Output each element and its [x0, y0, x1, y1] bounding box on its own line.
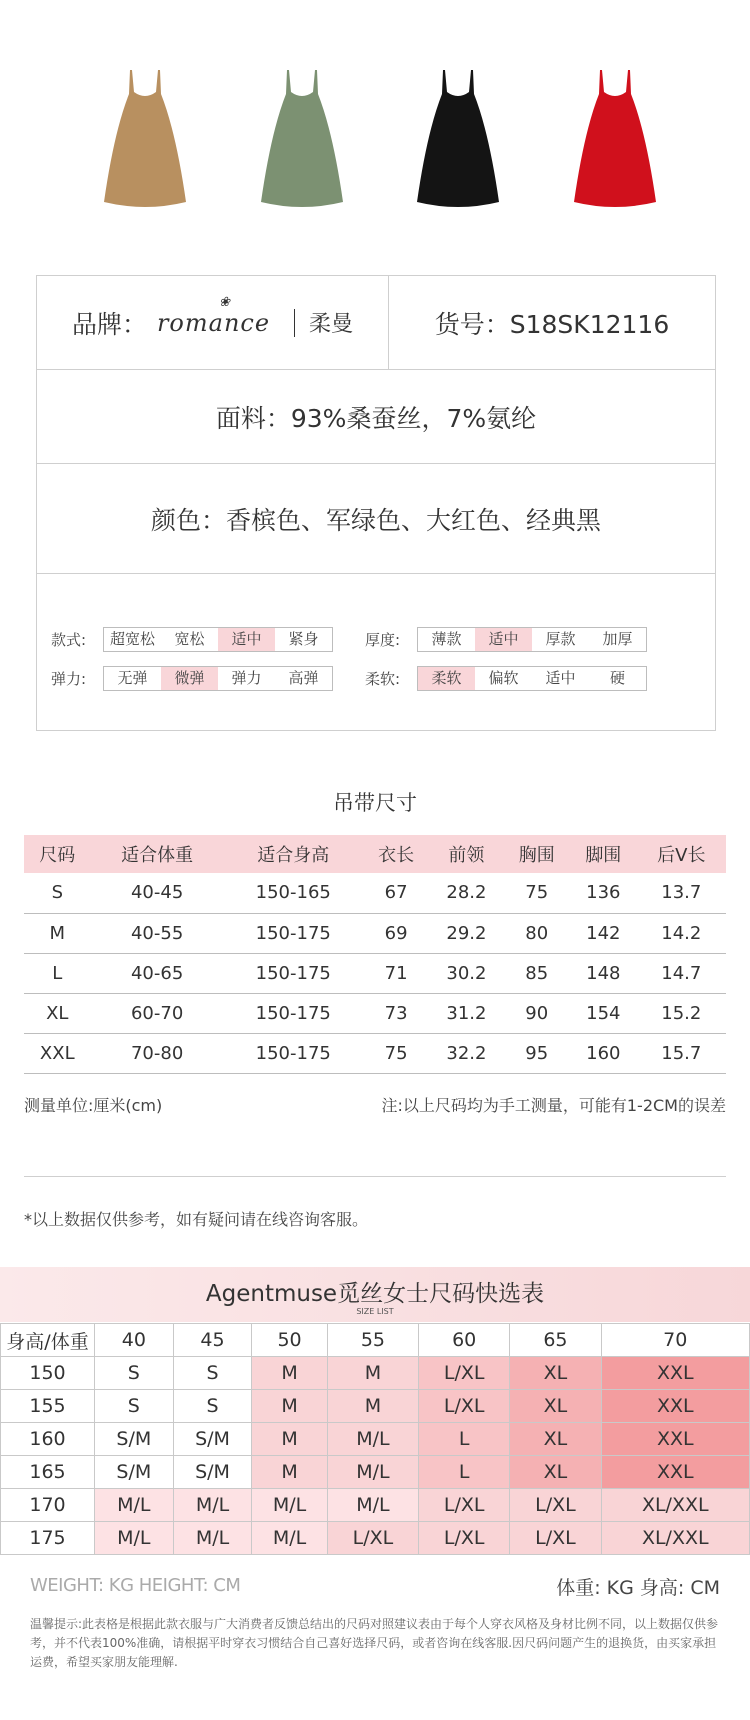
size-suggestion-cell: L/XL	[510, 1522, 601, 1555]
size-chart-cell: 160	[570, 1033, 637, 1073]
quick-select-row	[1, 1489, 750, 1522]
height-header: 175	[1, 1522, 95, 1555]
size-suggestion-cell: XL	[510, 1423, 601, 1456]
size-chart-cell: 28.2	[429, 873, 503, 913]
size-suggestion-cell: M/L	[252, 1522, 327, 1555]
size-suggestion-cell: L	[419, 1456, 510, 1489]
attr-line-2	[51, 659, 715, 698]
size-chart-table	[24, 835, 726, 1074]
dress-swatch-army-green[interactable]	[247, 62, 357, 212]
size-suggestion-cell: L/XL	[419, 1522, 510, 1555]
size-suggestion-cell: L	[419, 1423, 510, 1456]
size-chart-cell: 32.2	[429, 1033, 503, 1073]
brand-logo	[156, 294, 271, 337]
dress-shape	[261, 70, 343, 207]
sku-cell: 货号：S18SK12116	[434, 309, 670, 339]
size-suggestion-cell: S/M	[173, 1423, 252, 1456]
quick-select-row	[1, 1357, 750, 1390]
size-suggestion-cell: L/XL	[419, 1489, 510, 1522]
attr-label: 柔软:	[365, 670, 401, 688]
size-suggestion-cell: XL/XXL	[601, 1489, 749, 1522]
size-chart-header-cell: 胸围	[503, 835, 570, 873]
size-chart-cell: 14.2	[637, 913, 726, 953]
dress-swatch-champagne[interactable]	[90, 62, 200, 212]
size-chart-cell: 13.7	[637, 873, 726, 913]
quick-select-table	[0, 1323, 750, 1555]
brand-cell	[37, 276, 389, 369]
attr-softness	[365, 666, 647, 691]
size-suggestion-cell: XL	[510, 1390, 601, 1423]
size-suggestion-cell: S	[173, 1390, 252, 1423]
size-chart-cell: XXL	[24, 1033, 91, 1073]
unit-note: 测量单位:厘米(cm)	[24, 1096, 163, 1115]
size-chart-cell: 150-165	[224, 873, 363, 913]
attr-options	[103, 627, 333, 652]
size-chart-cell: 69	[363, 913, 430, 953]
quick-select-title: Agentmuse觅丝女士尺码快选表	[205, 1281, 545, 1307]
attr-style	[51, 627, 333, 652]
attr-option: 超宽松	[109, 630, 155, 648]
divider	[24, 1176, 726, 1177]
attr-option: 无弹	[117, 669, 148, 687]
attr-option: 偏软	[488, 669, 519, 687]
size-chart-cell: 40-65	[91, 953, 224, 993]
size-suggestion-cell: L/XL	[419, 1390, 510, 1423]
product-swatches	[90, 62, 670, 212]
attr-option-selected: 微弹	[161, 667, 218, 690]
rose-icon: ❀	[218, 294, 231, 310]
size-chart-cell: 70-80	[91, 1033, 224, 1073]
attr-options	[417, 627, 647, 652]
size-suggestion-cell: M/L	[252, 1489, 327, 1522]
size-chart-cell: 67	[363, 873, 430, 913]
attr-elasticity	[51, 666, 333, 691]
height-header: 150	[1, 1357, 95, 1390]
size-suggestion-cell: L/XL	[419, 1357, 510, 1390]
size-chart-header-cell: 后V长	[637, 835, 726, 873]
size-suggestion-cell: M	[327, 1357, 418, 1390]
quick-select-header-row	[1, 1324, 750, 1357]
attr-option: 适中	[545, 669, 576, 687]
size-chart-row	[24, 953, 726, 993]
attr-label: 弹力:	[51, 670, 87, 688]
attr-option-selected: 柔软	[418, 667, 475, 690]
size-chart-cell: 30.2	[429, 953, 503, 993]
size-chart-cell: 15.2	[637, 993, 726, 1033]
dress-swatch-black[interactable]	[403, 62, 513, 212]
size-suggestion-cell: S	[95, 1390, 174, 1423]
size-chart-cell: 95	[503, 1033, 570, 1073]
size-chart-cell: 90	[503, 993, 570, 1033]
attr-option: 薄款	[431, 630, 462, 648]
size-chart-cell: 150-175	[224, 913, 363, 953]
height-header: 155	[1, 1390, 95, 1423]
size-chart-cell: 14.7	[637, 953, 726, 993]
size-suggestion-cell: M	[252, 1357, 327, 1390]
size-suggestion-cell: XL/XXL	[601, 1522, 749, 1555]
brand-divider	[294, 309, 295, 337]
size-suggestion-cell: M	[252, 1390, 327, 1423]
size-suggestion-cell: M	[252, 1456, 327, 1489]
size-chart-cell: 136	[570, 873, 637, 913]
size-chart-row	[24, 873, 726, 913]
size-suggestion-cell: L/XL	[327, 1522, 418, 1555]
size-chart-cell: 60-70	[91, 993, 224, 1033]
dress-swatch-red[interactable]	[560, 62, 670, 212]
size-chart-cell: 40-55	[91, 913, 224, 953]
size-suggestion-cell: XXL	[601, 1390, 749, 1423]
size-chart-header-cell: 适合身高	[224, 835, 363, 873]
size-suggestion-cell: S	[95, 1357, 174, 1390]
size-suggestion-cell: XL	[510, 1357, 601, 1390]
product-spec-box	[36, 275, 716, 731]
weight-header: 60	[419, 1324, 510, 1357]
brand-logo-text: romance	[156, 308, 271, 337]
size-chart-header-cell: 衣长	[363, 835, 430, 873]
attr-label: 厚度:	[365, 631, 401, 649]
unit-legend-cn: 体重: KG 身高: CM	[556, 1577, 720, 1599]
size-chart-cell: 148	[570, 953, 637, 993]
attr-option: 高弹	[288, 669, 319, 687]
size-chart-cell: L	[24, 953, 91, 993]
size-suggestion-cell: S/M	[173, 1456, 252, 1489]
size-chart-cell: 150-175	[224, 993, 363, 1033]
size-chart-header-cell: 适合体重	[91, 835, 224, 873]
size-suggestion-cell: M/L	[95, 1489, 174, 1522]
dress-shape	[417, 70, 499, 207]
size-chart-header-cell: 前领	[429, 835, 503, 873]
size-chart-cell: 154	[570, 993, 637, 1033]
size-chart-cell: 71	[363, 953, 430, 993]
error-note: 注:以上尺码均为手工测量，可能有1-2CM的误差	[381, 1096, 726, 1115]
size-suggestion-cell: M/L	[173, 1489, 252, 1522]
size-chart-cell: 73	[363, 993, 430, 1033]
size-suggestion-cell: M	[327, 1390, 418, 1423]
size-chart-cell: 31.2	[429, 993, 503, 1033]
weight-header: 55	[327, 1324, 418, 1357]
size-suggestion-cell: L/XL	[510, 1489, 601, 1522]
attr-options	[103, 666, 333, 691]
size-chart-cell: 80	[503, 913, 570, 953]
fabric-row: 面料：93%桑蚕丝，7%氨纶	[37, 370, 715, 464]
dress-shape	[574, 70, 656, 207]
dress-shape	[104, 70, 186, 207]
size-chart-row	[24, 1033, 726, 1073]
size-suggestion-cell: M/L	[173, 1522, 252, 1555]
quick-select-subtitle: SIZE LIST	[356, 1307, 394, 1316]
attr-option: 硬	[609, 669, 625, 687]
quick-select-row	[1, 1423, 750, 1456]
brand-cn: 柔曼	[309, 312, 354, 337]
spec-brand-row	[37, 276, 715, 370]
size-suggestion-cell: M/L	[327, 1423, 418, 1456]
quick-select-row	[1, 1456, 750, 1489]
height-header: 160	[1, 1423, 95, 1456]
attr-options	[417, 666, 647, 691]
size-suggestion-cell: S/M	[95, 1456, 174, 1489]
attr-thickness	[365, 627, 647, 652]
height-header: 165	[1, 1456, 95, 1489]
size-suggestion-cell: M	[252, 1423, 327, 1456]
quick-select-row	[1, 1522, 750, 1555]
weight-header: 40	[95, 1324, 174, 1357]
size-chart-header-cell: 脚围	[570, 835, 637, 873]
size-suggestion-cell: XXL	[601, 1456, 749, 1489]
size-suggestion-cell: S	[173, 1357, 252, 1390]
color-row: 颜色：香槟色、军绿色、大红色、经典黑	[37, 464, 715, 574]
size-chart-cell: 150-175	[224, 1033, 363, 1073]
attr-option: 弹力	[231, 669, 262, 687]
size-chart-cell: 150-175	[224, 953, 363, 993]
attr-option: 紧身	[288, 630, 319, 648]
size-suggestion-cell: XXL	[601, 1357, 749, 1390]
size-chart-cell: XL	[24, 993, 91, 1033]
weight-header: 50	[252, 1324, 327, 1357]
size-chart-cell: 85	[503, 953, 570, 993]
attr-option-selected: 适中	[218, 628, 275, 651]
size-chart-cell: M	[24, 913, 91, 953]
size-tips: 温馨提示:此表格是根据此款衣服与广大消费者反馈总结出的尺码对照建议表由于每个人穿衣风格及身材比例不同，以上数据仅供参考，并不代表100%准确，请根据平时穿衣习惯结合自己喜好选择尺码，或者咨询在线客服.因尺码问题产生的退换货，由买家承担运费，希望买家朋友能理解.	[30, 1617, 719, 1669]
size-chart-title: 吊带尺寸	[333, 791, 417, 815]
attr-option: 厚款	[545, 630, 576, 648]
size-suggestion-cell: XXL	[601, 1423, 749, 1456]
weight-header: 65	[510, 1324, 601, 1357]
weight-header: 70	[601, 1324, 749, 1357]
height-header: 170	[1, 1489, 95, 1522]
quick-select-corner: 身高/体重	[1, 1324, 95, 1357]
attr-line-1	[51, 620, 715, 659]
brand-label: 品牌：	[71, 309, 147, 339]
size-suggestion-cell: S/M	[95, 1423, 174, 1456]
attribute-grid	[37, 574, 715, 698]
attr-option: 宽松	[174, 630, 205, 648]
size-suggestion-cell: M/L	[327, 1489, 418, 1522]
size-chart-header-cell: 尺码	[24, 835, 91, 873]
size-suggestion-cell: M/L	[95, 1522, 174, 1555]
size-chart-cell: 15.7	[637, 1033, 726, 1073]
size-chart-header-row	[24, 835, 726, 873]
attr-label: 款式:	[51, 631, 87, 649]
size-suggestion-cell: XL	[510, 1456, 601, 1489]
size-chart-row	[24, 913, 726, 953]
size-chart-cell: 40-45	[91, 873, 224, 913]
size-chart-cell: S	[24, 873, 91, 913]
unit-legend-en: WEIGHT: KG HEIGHT: CM	[30, 1575, 241, 1596]
size-chart-cell: 75	[503, 873, 570, 913]
quick-select-row	[1, 1390, 750, 1423]
size-chart-row	[24, 993, 726, 1033]
size-chart-cell: 142	[570, 913, 637, 953]
attr-option: 加厚	[602, 630, 633, 648]
size-chart-cell: 75	[363, 1033, 430, 1073]
size-suggestion-cell: M/L	[327, 1456, 418, 1489]
weight-header: 45	[173, 1324, 252, 1357]
disclaimer: *以上数据仅供参考，如有疑问请在线咨询客服。	[24, 1210, 369, 1229]
attr-option-selected: 适中	[475, 628, 532, 651]
size-chart-cell: 29.2	[429, 913, 503, 953]
